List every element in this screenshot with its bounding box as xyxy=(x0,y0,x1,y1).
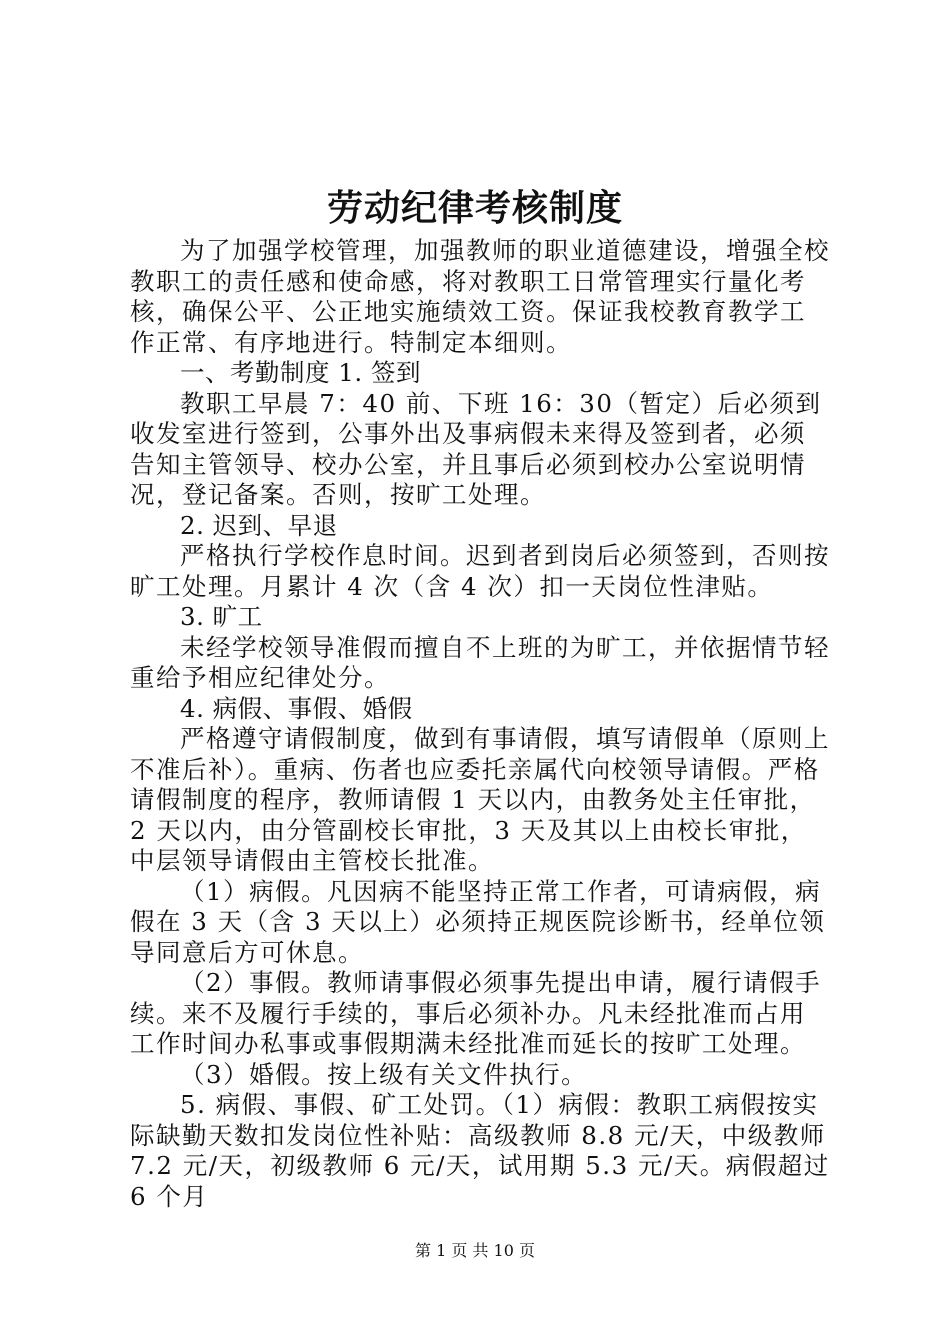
sign-in-paragraph: 教职工早晨 7：40 前、下班 16：30（暂定）后必须到收发室进行签到，公事外出及事病假未来得及签到者，必须告知主管领导、校办公室，并且事后必须到校办公室说明情况，登记备案。否则，按旷工处理。 xyxy=(130,388,822,509)
subheading-absence: 3. 旷工 xyxy=(180,602,263,631)
personal-leave-paragraph: （2）事假。教师请事假必须事先提出申请，履行请假手续。来不及履行手续的，事后必须补办。凡未经批准而占用工作时间办私事或事假期满未经批准而延长的按旷工处理。 xyxy=(130,968,822,1058)
sick-leave-paragraph: （1）病假。凡因病不能坚持正常工作者，可请病假，病假在 3 天（含 3 天以上）必须持正规医院诊断书，经单位领导同意后方可休息。 xyxy=(130,876,826,967)
subheading-late-early: 2. 迟到、早退 xyxy=(180,510,338,540)
penalty-paragraph: 5. 病假、事假、矿工处罚。（1）病假：教职工病假按实际缺勤天数扣发岗位性补贴：高级教师 8.8 元/天，中级教师 7.2 元/天，初级教师 6 元/天，试用期 5.3 元/天。病假超过 6 个月 xyxy=(130,1090,830,1211)
document-body xyxy=(130,236,830,1212)
document-title: 劳动纪律考核制度 xyxy=(326,187,623,229)
leave-policy-paragraph: 严格遵守请假制度，做到有事请假，填写请假单（原则上不准后补）。重病、伤者也应委托亲属代向校领导请假。严格请假制度的程序，教师请假 1 天以内，由教务处主任审批，2 天以内，由分管副校长审批，3 天及其以上由校长审批，中层领导请假由主管校长批准。 xyxy=(130,724,830,875)
late-early-paragraph: 严格执行学校作息时间。迟到者到岗后必须签到，否则按旷工处理。月累计 4 次（含 4 次）扣一天岗位性津贴。 xyxy=(130,541,830,601)
marriage-leave-paragraph: （3）婚假。按上级有关文件执行。 xyxy=(180,1059,588,1089)
intro-paragraph: 为了加强学校管理，加强教师的职业道德建设，增强全校教职工的责任感和使命感，将对教职工日常管理实行量化考核，确保公平、公正地实施绩效工资。保证我校教育教学工作正常、有序地进行。特制定本细则。 xyxy=(130,236,830,357)
subheading-leave: 4. 病假、事假、婚假 xyxy=(180,693,413,723)
page-footer: 第 1 页 共 10 页 xyxy=(415,1241,535,1260)
absence-paragraph: 未经学校领导准假而擅自不上班的为旷工，并依据情节轻重给予相应纪律处分。 xyxy=(130,632,830,692)
section-heading-attendance: 一、考勤制度 1. 签到 xyxy=(180,358,421,387)
